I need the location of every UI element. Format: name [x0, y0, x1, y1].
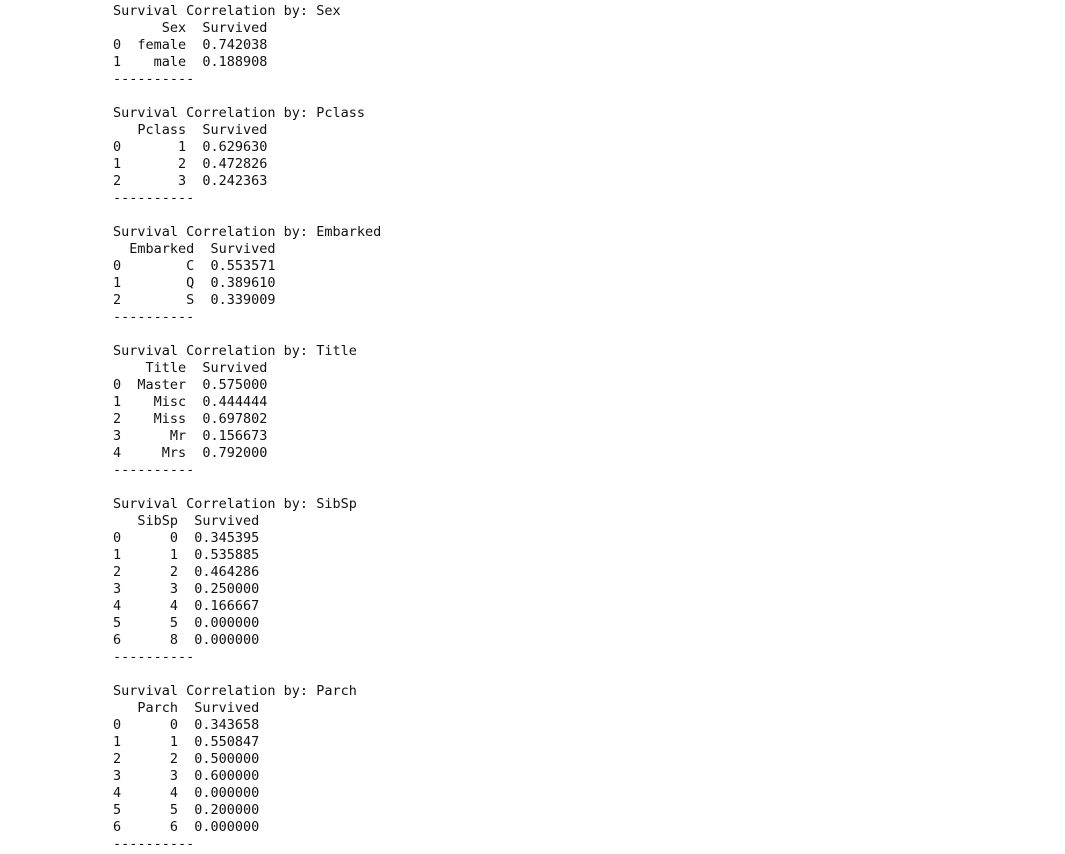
- table-row: 4 4 0.000000: [113, 785, 260, 801]
- correlation-block-sex: [113, 3, 381, 88]
- blank-line: [113, 207, 381, 224]
- table-row: 0 0 0.343658: [113, 717, 260, 733]
- blank-line: [113, 88, 381, 105]
- table-row: 2 2 0.464286: [113, 564, 260, 580]
- block-title: Survival Correlation by: Embarked: [113, 224, 382, 240]
- separator-line: ----------: [113, 190, 195, 206]
- correlation-block-sibsp: [113, 496, 381, 666]
- separator-line: ----------: [113, 836, 195, 852]
- blank-line: [113, 326, 381, 343]
- separator-line: ----------: [113, 462, 195, 478]
- table-row: 6 6 0.000000: [113, 819, 260, 835]
- table-row: 4 4 0.166667: [113, 598, 260, 614]
- table-row: 1 1 0.550847: [113, 734, 260, 750]
- blank-line: [113, 666, 381, 683]
- table-row: 2 2 0.500000: [113, 751, 260, 767]
- table-row: 0 Master 0.575000: [113, 377, 268, 393]
- table-row: 0 C 0.553571: [113, 258, 276, 274]
- separator-line: ----------: [113, 649, 195, 665]
- table-row: 0 female 0.742038: [113, 37, 268, 53]
- table-header: Sex Survived: [113, 20, 268, 36]
- table-header: Title Survived: [113, 360, 268, 376]
- table-header: Embarked Survived: [113, 241, 276, 257]
- block-title: Survival Correlation by: Pclass: [113, 105, 365, 121]
- correlation-block-title: [113, 343, 381, 479]
- separator-line: ----------: [113, 309, 195, 325]
- table-row: 1 1 0.535885: [113, 547, 260, 563]
- table-row: 2 3 0.242363: [113, 173, 268, 189]
- block-title: Survival Correlation by: SibSp: [113, 496, 357, 512]
- table-row: 1 male 0.188908: [113, 54, 268, 70]
- table-row: 1 Misc 0.444444: [113, 394, 268, 410]
- table-row: 0 0 0.345395: [113, 530, 260, 546]
- table-row: 6 8 0.000000: [113, 632, 260, 648]
- table-header: Pclass Survived: [113, 122, 268, 138]
- block-title: Survival Correlation by: Sex: [113, 3, 341, 19]
- blank-line: [113, 479, 381, 496]
- console-output: [113, 3, 381, 853]
- table-row: 2 Miss 0.697802: [113, 411, 268, 427]
- table-row: 1 Q 0.389610: [113, 275, 276, 291]
- table-row: 1 2 0.472826: [113, 156, 268, 172]
- table-row: 2 S 0.339009: [113, 292, 276, 308]
- table-row: 3 3 0.250000: [113, 581, 260, 597]
- correlation-block-pclass: [113, 105, 381, 207]
- table-header: Parch Survived: [113, 700, 260, 716]
- table-row: 4 Mrs 0.792000: [113, 445, 268, 461]
- table-row: 0 1 0.629630: [113, 139, 268, 155]
- correlation-block-parch: [113, 683, 381, 853]
- table-row: 5 5 0.200000: [113, 802, 260, 818]
- table-row: 5 5 0.000000: [113, 615, 260, 631]
- correlation-block-embarked: [113, 224, 381, 326]
- table-row: 3 3 0.600000: [113, 768, 260, 784]
- separator-line: ----------: [113, 71, 195, 87]
- table-header: SibSp Survived: [113, 513, 260, 529]
- block-title: Survival Correlation by: Title: [113, 343, 357, 359]
- block-title: Survival Correlation by: Parch: [113, 683, 357, 699]
- table-row: 3 Mr 0.156673: [113, 428, 268, 444]
